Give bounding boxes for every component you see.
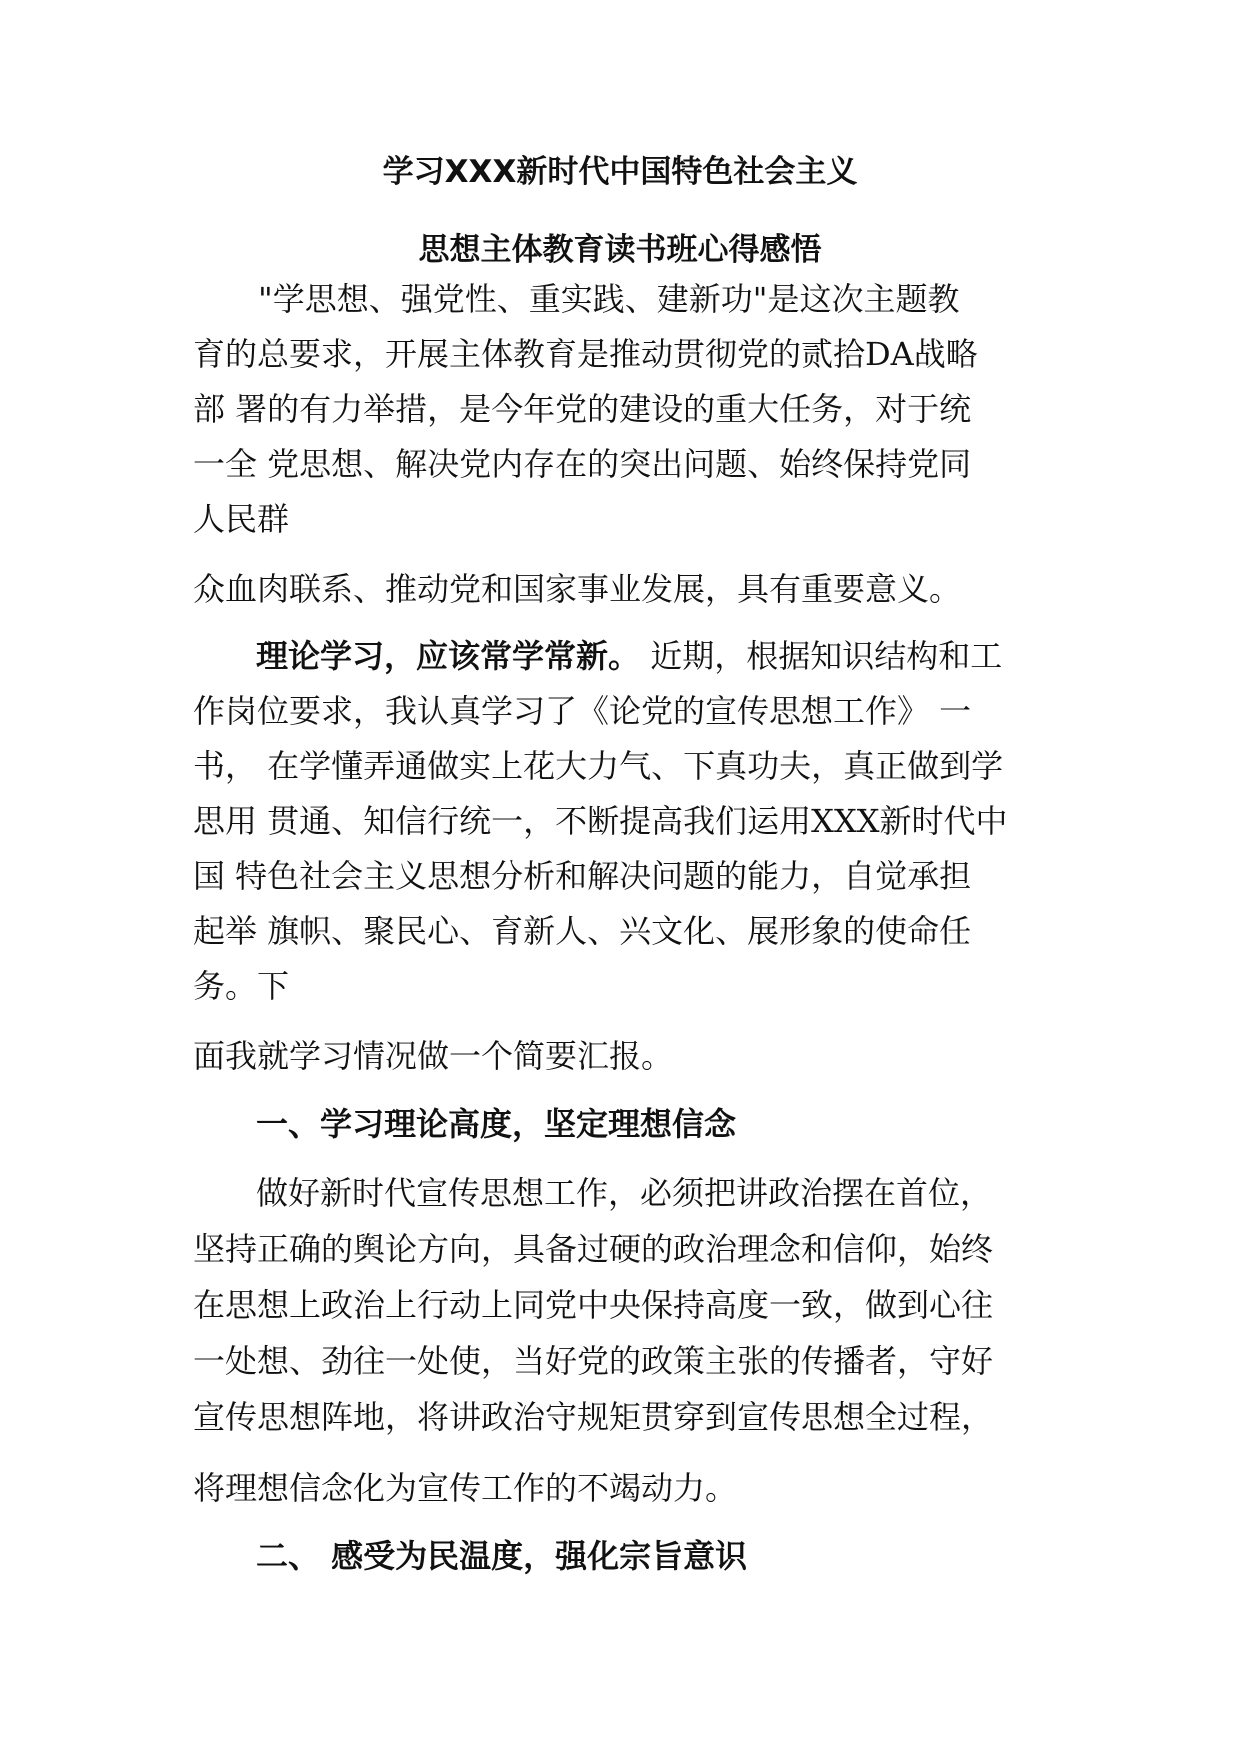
paragraph-line (256, 637, 1003, 675)
paragraph-line: 宣传思想阵地，将讲政治守规矩贯穿到宣传思想全过程， (193, 1398, 994, 1436)
paragraph-line: 书， 在学懂弄通做实上花大力气、下真功夫，真正做到学 (193, 747, 1004, 785)
paragraph-lead: 理论学习，应该常学常新。 (256, 637, 641, 675)
paragraph-line: 坚持正确的舆论方向，具备过硬的政治理念和信仰，始终 (193, 1230, 994, 1268)
paragraph-line: 育的总要求，开展主体教育是推动贯彻党的贰拾DA战略 (193, 335, 978, 373)
document-title-line2: 思想主体教育读书班心得感悟 (418, 232, 822, 268)
paragraph-line: 一全 党思想、解决党内存在的突出问题、始终保持党同 (193, 445, 972, 483)
paragraph-line: 务。下 (193, 967, 290, 1005)
paragraph-line: 作岗位要求，我认真学习了《论党的宣传思想工作》 一 (193, 692, 972, 730)
section-heading: 二、 感受为民温度，强化宗旨意识 (256, 1537, 748, 1575)
paragraph-line: 人民群 (193, 500, 290, 538)
paragraph-line: 面我就学习情况做一个简要汇报。 (193, 1037, 674, 1075)
paragraph-line: 在思想上政治上行动上同党中央保持高度一致，做到心往 (193, 1286, 994, 1324)
paragraph-line: 国 特色社会主义思想分析和解决问题的能力，自觉承担 (193, 857, 972, 895)
paragraph-line: 思用 贯通、知信行统一，不断提高我们运用XXX新时代中 (193, 802, 1008, 840)
paragraph-line: 起举 旗帜、聚民心、育新人、兴文化、展形象的使命任 (193, 912, 972, 950)
paragraph-line: 众血肉联系、推动党和国家事业发展，具有重要意义。 (193, 570, 962, 608)
paragraph-line: 部 署的有力举措，是今年党的建设的重大任务，对于统 (193, 390, 972, 428)
document-title-line1: 学习XXX新时代中国特色社会主义 (382, 154, 858, 190)
paragraph-text: 近期，根据知识结构和工 (640, 637, 1003, 675)
paragraph-line: "学思想、强党性、重实践、建新功"是这次主题教 (258, 280, 960, 318)
paragraph-line: 一处想、劲往一处使，当好党的政策主张的传播者，守好 (193, 1342, 994, 1380)
paragraph-line: 做好新时代宣传思想工作，必须把讲政治摆在首位， (256, 1174, 993, 1212)
section-heading: 一、学习理论高度，坚定理想信念 (256, 1105, 737, 1143)
paragraph-line: 将理想信念化为宣传工作的不竭动力。 (193, 1469, 738, 1507)
